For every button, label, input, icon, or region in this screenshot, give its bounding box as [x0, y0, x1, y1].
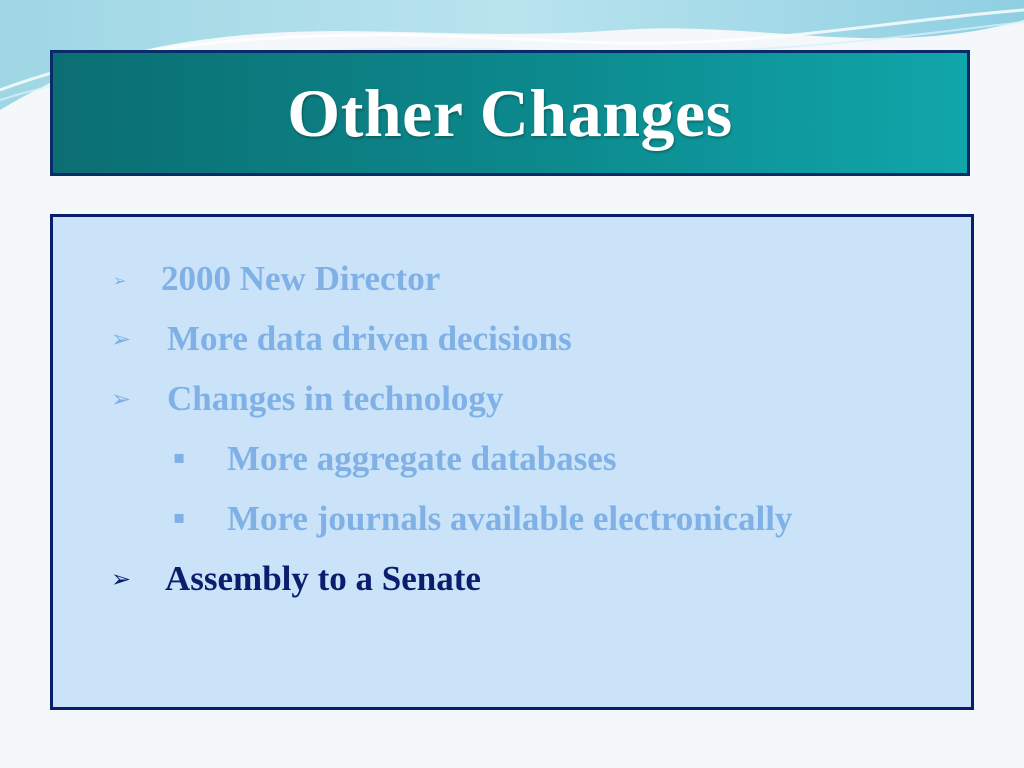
title-banner	[50, 50, 970, 176]
arrow-bullet-icon: ➢	[111, 565, 132, 593]
arrow-bullet-icon: ➢	[111, 325, 132, 353]
bullet-text: More aggregate databases	[227, 439, 617, 478]
square-bullet-icon: ▪	[173, 447, 186, 468]
bullet-text: Changes in technology	[167, 379, 504, 418]
arrow-bullet-icon: ➢	[113, 271, 127, 290]
bullet-text: 2000 New Director	[161, 259, 441, 298]
slide-title: Other Changes	[287, 74, 733, 151]
bullet-text: More journals available electronically	[227, 499, 793, 538]
square-bullet-icon: ▪	[173, 507, 186, 528]
content-box	[50, 214, 974, 710]
bullet-text: More data driven decisions	[167, 319, 572, 358]
arrow-bullet-icon: ➢	[111, 385, 132, 413]
bullet-text: Assembly to a Senate	[165, 559, 481, 598]
